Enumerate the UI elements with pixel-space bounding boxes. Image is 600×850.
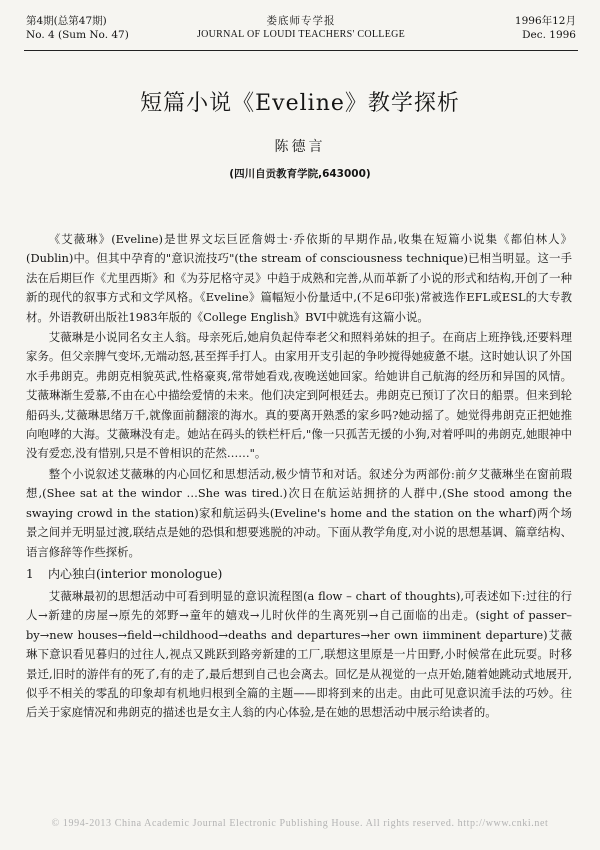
journal-name-en: JOURNAL OF LOUDI TEACHERS' COLLEGE: [196, 29, 406, 40]
publication-date-cn: 1996年12月: [514, 15, 576, 27]
article-body: [26, 230, 572, 723]
author-affiliation: (四川自贡教育学院,643000): [229, 168, 371, 180]
article-author: 陈德言: [274, 139, 326, 155]
journal-name: [26, 14, 576, 42]
paragraph-intro: 《艾薇琳》(Eveline)是世界文坛巨匠詹姆士·乔依斯的早期作品,收集在短篇小说集《都伯林人》(Dublin)中。但其中孕育的"意识流技巧"(the stream of consciousness technique)已相当明显。这一手法在后期巨作《尤里西斯》和《为芬尼格守灵》中趋于成熟和完善,从而革新了小说的形式和结构,开创了一种新的现代的叙事方式和文学风格。《Eveline》篇幅短小份量适中,(不足6印张)常被选作EFL或ESL的大专教材。外语教研出版社1983年版的《College English》BVI中就选有这篇小说。: [26, 232, 572, 324]
issue-number-en: No. 4 (Sum No. 47): [26, 29, 129, 41]
issue-number-cn: 第4期(总第47期): [26, 15, 107, 27]
copyright-footer: © 1994-2013 China Academic Journal Electronic Publishing House. All rights reserved. http://www.cnki.net: [51, 818, 549, 829]
section-heading: [26, 564, 572, 584]
header-divider: [24, 50, 578, 51]
paragraph-narrative-structure: 整个小说叙述艾薇琳的内心回忆和思想活动,极少情节和对话。叙述分为两部份:前夕艾薇琳坐在窗前瑕想,(Shee sat at the windor …She was tired.)次日在航运站拥挤的人群中,(She stood among the swaying crowd in the station)家和航运码头(Eveline's home and the station on the wharf)两个场景之间并无明显过渡,联结点是她的恐惧和想要逃脱的冲动。下面从教学角度,对小说的思想基调、篇章结构、语言修辞等作些探析。: [26, 466, 572, 559]
section-number: 1: [26, 566, 34, 581]
paragraph-interior-monologue: 艾薇琳最初的思想活动中可看到明显的意识流程图(a flow – chart of thoughts),可表述如下:过往的行人→新建的房屋→原先的郊野→童年的嬉戏→儿时伙伴的生离死别→自己面临的出走。(sight of passer–by→new houses→field→childhood→deaths and departures→her own iimminent departure)艾薇琳下意识看见暮归的过往人,视点又跳跃到路旁新建的工厂,联想这里原是一片田野,小时候常在此玩耍。时移景迁,旧时的游伴有的死了,有的走了,最后想到自己也会离去。回忆是从视觉的一点开始,随着她跳动式地展开,似乎不相关的零乱的印象却有机地归根到全篇的主题——即将到来的出走。由此可见意识流手法的巧妙。往后关于家庭情况和弗朗克的描述也是女主人翁的内心体验,是在她的思想活动中展示给读者的。: [26, 588, 572, 720]
article-title: 短篇小说《Eveline》教学探析: [140, 91, 460, 116]
journal-header: [26, 14, 576, 48]
publication-date-en: Dec. 1996: [522, 29, 576, 41]
journal-name-cn: 娄底师专学报: [266, 15, 336, 27]
paragraph-plot-summary: 艾薇琳是小说同名女主人翁。母亲死后,她肩负起侍奉老父和照料弟妹的担子。在商店上班挣钱,还要料理家务。但父亲脾气变坏,无端动怒,甚至挥手打人。由家用开支引起的争吵搅得她疲惫不堪。这时她认识了外国水手弗朗克。弗朗克相貌英武,性格豪爽,常带她看戏,夜晚送她回家。给她讲自己航海的经历和异国的风情。艾薇琳渐生爱慕,不由在心中描绘爱情的未来。他们决定到阿根廷去。弗朗克已预订了次日的船票。但来到轮船码头,艾薇琳思绪万千,就像面前翻滚的海水。真的要离开熟悉的家乡吗?她动摇了。她觉得弗朗克正把她推向咆哮的大海。艾薇琳没有走。她站在码头的铁栏杆后,"像一只孤苦无援的小狗,对着呼叫的弗朗克,她眼神中没有爱恋,没有惜别,只是不曾相识的茫然……"。: [26, 330, 572, 461]
section-title: 内心独白(interior monologue): [48, 566, 223, 581]
publication-date: [515, 14, 576, 42]
